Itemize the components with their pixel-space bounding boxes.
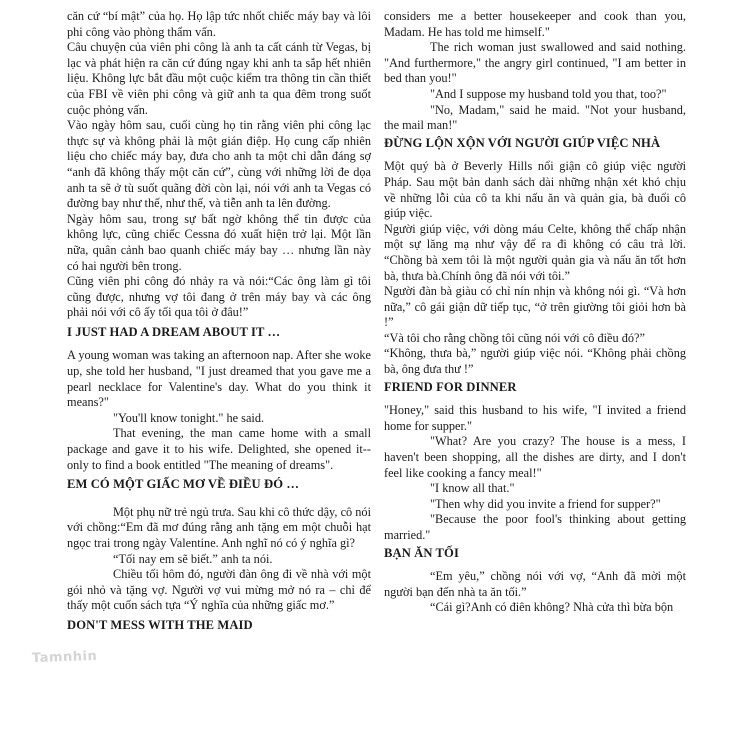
paragraph: "What? Are you crazy? The house is a mess, I haven't been shopping, all the dishes are dirty, and I don't feel like cooking a fancy meal!" [384,434,686,480]
paragraph: “Không, thưa bà,” người giúp việc nói. “Không phải chồng bà, ông đưa thư !” [384,346,686,377]
watermark-logo: Tamnhin [31,648,98,667]
paragraph: considers me a better housekeeper and cook than you, Madam. He has told me himself." [384,9,686,39]
paragraph: “Tối nay em sẽ biết.” anh ta nói. [113,551,273,566]
heading-dinner-vi: BẠN ĂN TỐI [384,545,459,560]
paragraph: "Because the poor fool's thinking about getting married." [384,512,686,542]
heading-dream-vi: EM CÓ MỘT GIẤC MƠ VỀ ĐIỀU ĐÓ … [67,477,300,492]
left-column [67,9,371,642]
paragraph: Cũng viên phi công đó nhảy ra và nói:“Các ông làm gì tôi cũng được, nhưng vợ tôi đang ở trên máy bay và các ông phải nói với cô ấy tối qua tôi ở đâu!” [67,274,371,320]
paragraph: Ngày hôm sau, trong sự bất ngờ không thể tin được của không lực, cũng chiếc Cessna đó xuất hiện trở lại. Một lần nữa, quân cảnh bao quanh chiếc máy bay … nhưng lần này có hai người bên trong. [67,211,371,273]
paragraph: Người giúp việc, với dòng máu Celte, không thể chấp nhận một sự lăng mạ như vậy để ra đi không có câu trả lời. “Chồng bà xem tôi là một người quản gia và nấu ăn tốt hơn bà, thưa bà.Chính ông đã nói với tôi.” [384,221,686,283]
paragraph: Người đàn bà giàu có chỉ nín nhịn và không nói gì. “Và hơn nữa,” cô gái giận dữ tiếp tục, “ở trên giường tôi giỏi hơn bà !” [384,284,686,330]
paragraph: Câu chuyện của viên phi công là anh ta cất cánh từ Vegas, bị lạc và phát hiện ra căn cứ đúng ngay khi anh ta sắp hết nhiên liệu. Không lực bắt đầu một cuộc kiểm tra thông tin cần thiết của FBI về viên phi công và giữ anh ta qua đêm trong suốt cuộc phỏng vấn. [67,40,371,117]
paragraph: Một phụ nữ trẻ ngủ trưa. Sau khi cô thức dậy, cô nói với chồng:“Em đã mơ đúng rằng anh tặng em một chuỗi hạt ngọc trai trong ngày Valentine. Anh nghĩ nó có ý nghĩa gì? [67,504,371,550]
paragraph: "No, Madam," said he maid. "Not your husband, the mail man!" [384,102,686,133]
paragraph: "Then why did you invite a friend for supper?" [430,496,661,511]
heading-dinner-en: FRIEND FOR DINNER [384,379,517,394]
paragraph: “Và tôi cho rằng chồng tôi cũng nói với cô điều đó?” [384,330,645,345]
paragraph: "Honey," said this husband to his wife, "I invited a friend home for supper." [384,403,686,433]
heading-dream-en: I JUST HAD A DREAM ABOUT IT … [67,324,281,339]
paragraph: “Cái gì?Anh có điên không? Nhà cửa thì bừa bộn [430,600,674,615]
right-column [384,9,686,616]
heading-maid-vi: ĐỪNG LỘN XỘN VỚI NGƯỜI GIÚP VIỆC NHÀ [384,135,661,150]
paragraph: The rich woman just swallowed and said nothing. "And furthermore," the angry girl continued, "I am better in bed than you!" [384,40,686,86]
paragraph: A young woman was taking an afternoon nap. After she woke up, she told her husband, "I just dreamed that you gave me a pearl necklace for Valentine's day. What do you think it means?" [67,348,371,410]
paragraph: That evening, the man came home with a small package and gave it to his wife. Delighted, she opened it--only to find a book entitled "The meaning of dreams". [67,426,371,472]
paragraph: "And I suppose my husband told you that, too?" [430,86,667,101]
paragraph: “Em yêu,” chồng nói với vợ, “Anh đã mời một người bạn đến nhà ta ăn tối.” [384,569,686,599]
paragraph: "I know all that." [430,481,515,496]
paragraph: Vào ngày hôm sau, cuối cùng họ tin rằng viên phi công lạc thực sự và không phải là một gián điệp. Họ cung cấp nhiên liệu cho chiếc máy bay, đưa cho anh ta một chỉ dẫn đáng sợ “anh đã không thấy một căn cứ”, cùng với những lời đe dọa anh ta sẽ ở tù suốt quãng đời còn lại, nói với anh ta Vegas có đường bay như thế, như thế, và tiễn anh ta lên đường. [67,118,371,211]
paragraph: căn cứ “bí mật” của họ. Họ lập tức nhốt chiếc máy bay và lôi phi công vào phòng thẩm vấn. [67,9,371,39]
paragraph: "You'll know tonight." he said. [113,410,265,425]
paragraph: Chiều tối hôm đó, người đàn ông đi về nhà với một gói nhỏ và tặng vợ. Người vợ vui mừng mở nó ra – chỉ để thấy một cuốn sách tựa “Ý nghĩa của những giấc mơ.” [67,567,371,613]
paragraph: Một quý bà ở Beverly Hills nổi giận cô giúp việc người Pháp. Sau một bản danh sách dài những nhận xét khó chịu về những lỗi của cô ta khi nấu ăn và quản gia, bà đuổi cô giúp việc. [384,159,686,221]
heading-maid-en: DON'T MESS WITH THE MAID [67,617,253,632]
